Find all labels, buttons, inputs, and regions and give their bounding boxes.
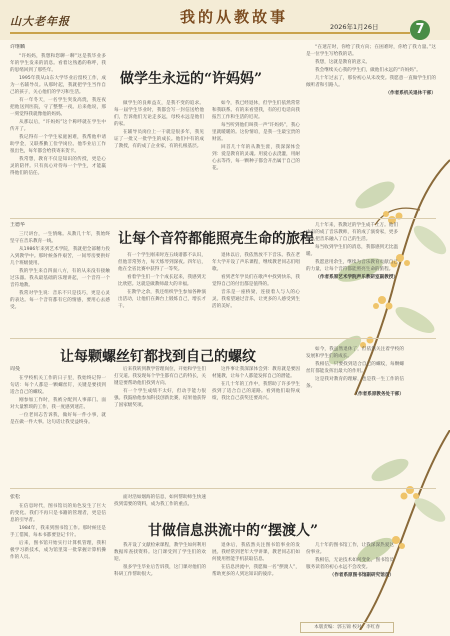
article-3-col-4 [306,346,404,484]
page-header [0,0,450,40]
paragraph: 刚参加工作时，我被分配到人事部门。面对大量繁琐的工作，我一度感到迷茫。 [10,398,106,410]
paragraph: 退休以后，我依然放不下音乐。我在老年大学开设了声乐课程，继续教老同志们唱歌。 [212,253,300,272]
paragraph: 后来我转到教学管理岗位，开始和学生们打交道。我发现每个学生都有自己的特长，关键是要帮助他们找到方向。 [114,367,206,386]
paragraph: 在辅导员岗位上一干就是很多年，我见证了一批又一批学生的成长。他们中有的成了教授，有的成了企业家，有的扎根基层。 [114,130,204,149]
paragraph: 我记得有一个学生家庭困难，我帮他申请助学金，又联系勤工俭学岗位。他毕业后工作很出色，每年都会给我寄来贺卡。 [10,135,106,154]
paragraph: 1984年，我来到图书馆工作。那时候还是手工借阅，每本书都要登记卡片。 [10,526,106,538]
article-2-headline: 让每个音符都能照亮生命的旅程 [118,231,314,247]
paragraph: “许妈妈，我想和您聊一聊”这是我毕业多年的学生发来的消息。看着这熟悉的称呼，我的思绪回到了那些年。 [10,54,106,73]
paragraph: 三尺讲台，一生情缘。从教几十年，我始终坚守在音乐教育一线。 [10,232,110,244]
article-2-col-3 [212,252,300,334]
paragraph: 1995年我从山东大学毕业后留校工作，成为一名辅导员。从那时起，我就把学生当作自己的孩子，关心他们的学习和生活。 [10,76,106,95]
article-4-author: 张松 [10,494,21,500]
paragraph: “在迷茫时，你给了我方向；在困难时，你给了我力量。”这是一位学生写给我的话。 [306,45,436,57]
paragraph: 如今，我已经退休，但学生们依然常常和我联系。有的来看望我，有的打电话向我报告工作和生活的近况。 [212,101,300,120]
paragraph: 每当听到他们叫我一声“许妈妈”，我心里就暖暖的。这份情谊，是我一生最宝贵的财富。 [212,123,300,142]
article-1-col-2 [114,100,204,214]
paragraph: 几十年过去了，那份初心从未改变。我愿意一直做学生们的倾听者和引路人。 [306,76,436,88]
article-1-col-3 [212,100,300,214]
paragraph: 退休后，我依然关注图书馆事业的发展。我经常到老年大学讲课，教老同志们如何使用智能手机获取信息。 [212,543,300,562]
paragraph: 在教学之余，我还组织学生参加各种演出活动，让他们在舞台上锻炼自己，增长才干。 [118,290,206,309]
editor-credit: 本版责编：郭玉锦 校对：李红春 [300,622,394,633]
paragraph: 我愿意用余生，继续为音乐教育贡献自己的力量，让每个音符都能照亮生命的旅程。 [306,260,398,272]
article-2-col-4 [306,222,398,334]
divider [10,218,436,219]
paragraph: 面对浩如烟海的信息，如何帮助师生快速找到需要的资料，成为我工作的重点。 [114,495,206,507]
article-3-author: 周曼 [10,366,21,372]
header-rule [10,32,410,34]
article-2-col-2 [118,252,206,334]
article-4-col-1 [10,494,106,620]
article-1-author: 许继麟 [10,44,26,50]
paragraph: 我常想，教育不仅是知识的传授，更是心灵的陪伴。只有真心对待每一个学生，才能赢得他们的信任。 [10,157,106,176]
paragraph: 在学校机关工作的日子里，我始终记得一句话：每个人都是一颗螺丝钉，关键是要找到适合自己的螺纹。 [10,376,106,395]
article-3-byline: （作者系原教务处干部） [353,392,404,397]
paragraph: 这件事让我深深体会到：教育就是要因材施教，让每个人都能发挥自己的潜能。 [212,367,300,379]
paragraph: 从那以后，“许妈妈”这个称呼就在学生中传开了。 [10,120,106,132]
paragraph: 回首几十年的从教生涯，我深深体会到：爱是教育的灵魂。用爱心去浇灌，用耐心去等待，每一颗种子都会开出属于自己的花。 [212,145,300,171]
article-1-col-4 [306,44,436,214]
paragraph: 从1986年来到艺术学院，我就把全部精力投入到教学中。那时候条件艰苦，一间琴房要供好几个班级使用。 [10,247,110,266]
paragraph: 我常对学生说：音乐不只是技巧，更是心灵的表达。每一个音符都有它的情感，要用心去感受。 [10,291,110,310]
paragraph: 做学生的良师益友，是我不变的追求。每一届学生毕业时，我都会写一封信送给他们，告诉他们无论走多远，母校永远是他们的家。 [114,101,204,127]
article-3-headline: 让每颗螺丝钉都找到自己的螺纹 [60,349,256,365]
newspaper-brand: 山大老年报 [10,15,70,28]
article-4-col-4 [306,542,394,620]
paragraph: 我相信，无论技术如何变化，图书馆员服务读者的初心永远不会改变。 [306,558,394,570]
article-3-col-3 [212,366,300,484]
paragraph: 后来，图书馆开始实行计算机管理，我积极学习新技术，成为馆里第一批掌握计算机操作的人员。 [10,541,106,560]
divider [10,338,436,339]
paragraph: 看着学生们一个个成长起来，我感到无比欣慰。这就是做教师最大的幸福。 [118,275,206,287]
issue-date: 2026年1月26日 [330,23,379,31]
article-2-byline: （作者系原艺术学院声乐教研室副教授） [315,275,398,280]
article-1-col-1 [10,44,106,214]
paragraph: 我的学生来自四面八方，有的从来没有接触过乐器。我从最基础的乐理讲起，一个音符一个音符地教。 [10,269,110,288]
paragraph: 有一年冬天，一名学生突发高烧，我连夜把他送到医院，守了整整一夜。后来他说，那一刻觉得我就像他的妈妈。 [10,98,106,117]
paragraph: 在信息时代，图书馆员的角色发生了巨大的变化。我们不再只是书籍的管理者，更是信息的引导者。 [10,504,106,523]
article-1-byline: （作者系机关退休干部） [385,91,436,96]
paragraph: 我会继续关心我的学生们，做他们永远的“许妈妈”。 [315,68,421,73]
article-3-col-1 [10,366,106,484]
paragraph: 音乐是一座桥梁，连接着人与人的心灵。我希望通过音乐，让更多的人感受到生活的美好。 [212,290,300,309]
paragraph: 这是我对教育的理解，也是我一生工作的信条。 [306,377,404,389]
paragraph: 在几十年的工作中，我帮助了许多学生找到了适合自己的道路。看到他们取得成绩，我比自己获奖还要高兴。 [212,382,300,401]
paragraph: 在信息洪流中，我愿做一名“摆渡人”，帮助更多的人到达知识的彼岸。 [212,565,300,577]
paragraph: 每当收到学生们的消息，我都感到无比温暖。 [306,245,398,257]
paragraph: 我相信，只要找到适合自己的螺纹，每颗螺丝钉都能发挥出最大的作用。 [306,362,404,374]
page-number-badge: 7 [410,20,430,40]
paragraph: 我开设了文献检索课程，教学生如何利用数据库查找资料。这门课受到了学生们的欢迎。 [114,543,206,562]
paragraph: 我想，这就是教育的意义。 [315,60,371,65]
article-2-col-1 [10,222,110,334]
paragraph: 有一个学生成绩不太好，但动手能力很强。我鼓励他参加科技创新比赛，结果他获得了国家级奖项。 [114,389,206,408]
paragraph: 看到老年学员们在歌声中找到快乐，我觉得自己的付出都是值得的。 [212,275,300,287]
divider [10,488,436,489]
paragraph: 有一个学生刚来时连五线谱都不认识，但他非常努力，每天练琴到深夜。四年后，他在全省比赛中获得了一等奖。 [118,253,206,272]
article-1-headline: 做学生永远的“许妈妈” [120,71,263,87]
article-3-col-2 [114,366,206,484]
paragraph: 几十年来，我教过的学生成千上万。他们中有的成了音乐教师，有的成了演奏家，更多的人把音乐融入了自己的生活。 [306,223,398,242]
article-4-headline: 甘做信息洪流中的“摆渡人” [148,523,319,539]
paragraph: 几十年的图书馆工作，让我深深热爱这份事业。 [306,543,394,555]
paragraph: 一位老同志告诉我，做好每一件小事，就是在做一件大事。这句话让我受益终身。 [10,413,106,425]
section-title: 我的从教故事 [180,8,289,26]
paragraph: 如今，我虽然退休了，但依然关注着学校的发展和学生们的成长。 [306,347,404,359]
article-4-col-2b [114,542,206,620]
paragraph: 很多学生毕业后告诉我，这门课对他们的科研工作帮助很大。 [114,565,206,577]
article-4-byline: （作者系原图书馆副研究馆员） [329,573,394,578]
article-2-author: 王德华 [10,222,26,228]
article-4-col-3 [212,542,300,620]
article-4-col-2 [114,494,206,518]
